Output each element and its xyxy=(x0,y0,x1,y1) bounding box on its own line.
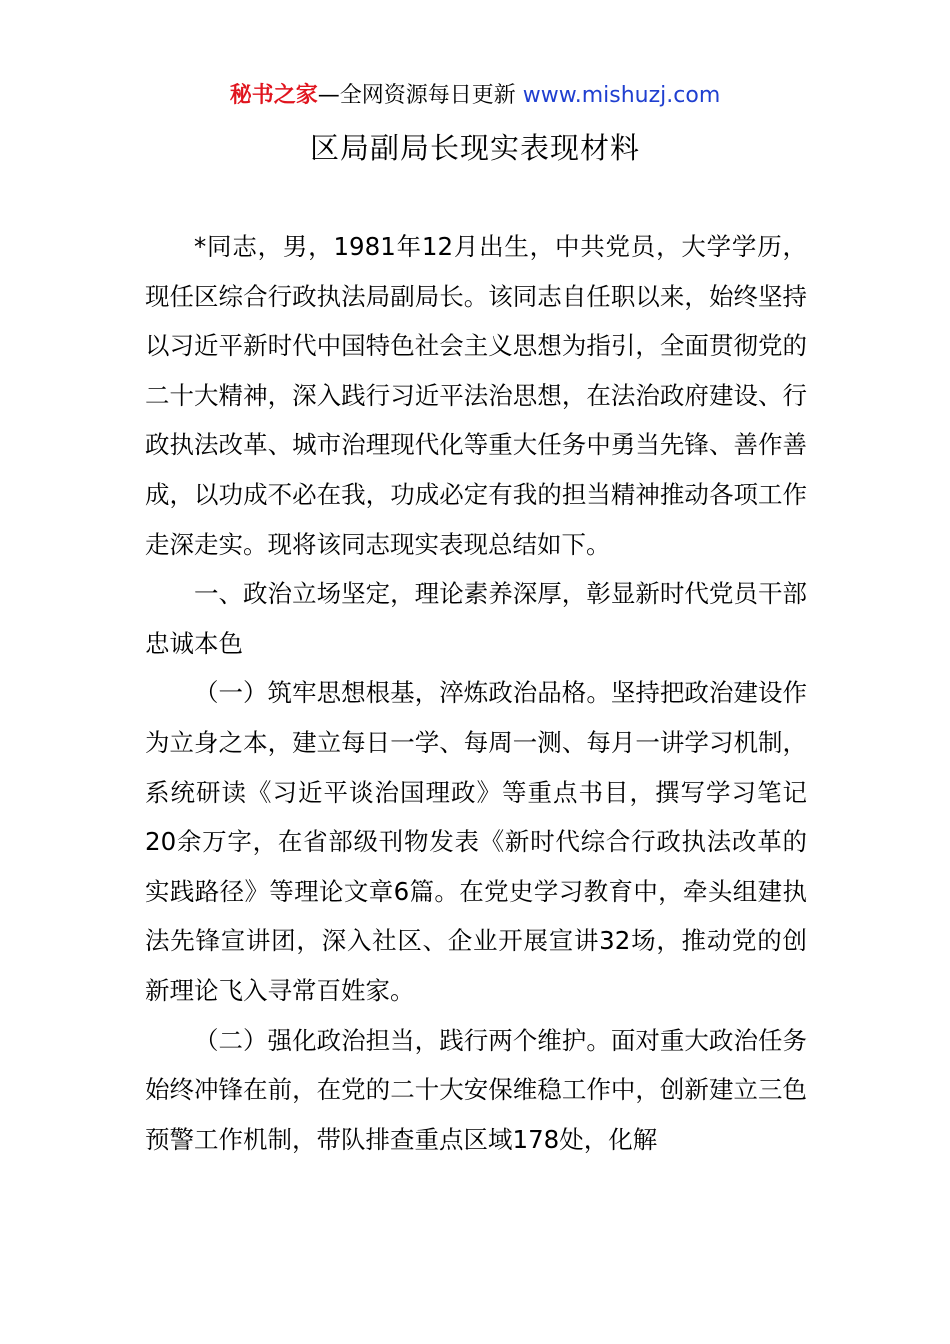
subsection-2-paragraph: （二）强化政治担当，践行两个维护。面对重大政治任务始终冲锋在前，在党的二十大安保维稳工作中，创新建立三色预警工作机制，带队排查重点区域178处，化解 xyxy=(145,1025,807,1154)
site-brand: 秘书之家 xyxy=(229,83,318,108)
document-title: 区局副局长现实表现材料 xyxy=(309,131,640,165)
document-body xyxy=(145,222,807,1164)
intro-paragraph: *同志，男，1981年12月出生，中共党员，大学学历，现任区综合行政执法局副局长。该同志自任职以来，始终坚持以习近平新时代中国特色社会主义思想为指引，全面贯彻党的二十大精神，深入践行习近平法治思想，在法治政府建设、行政执法改革、城市治理现代化等重大任务中勇当先锋、善作善成，以功成不必在我，功成必定有我的担当精神推动各项工作走深走实。现将该同志现实表现总结如下。 xyxy=(145,232,807,559)
site-header xyxy=(0,80,950,112)
section-heading-1: 一、政治立场坚定，理论素养深厚，彰显新时代党员干部忠诚本色 xyxy=(145,579,807,658)
site-tagline: —全网资源每日更新 xyxy=(317,83,516,108)
subsection-1-paragraph: （一）筑牢思想根基，淬炼政治品格。坚持把政治建设作为立身之本，建立每日一学、每周一测、每月一讲学习机制，系统研读《习近平谈治国理政》等重点书目，撰写学习笔记20余万字，在省部级刊物发表《新时代综合行政执法改革的实践路径》等理论文章6篇。在党史学习教育中，牵头组建执法先锋宣讲团，深入社区、企业开展宣讲32场，推动党的创新理论飞入寻常百姓家。 xyxy=(145,678,807,1005)
site-url-link[interactable]: www.mishuzj.com xyxy=(522,83,721,108)
